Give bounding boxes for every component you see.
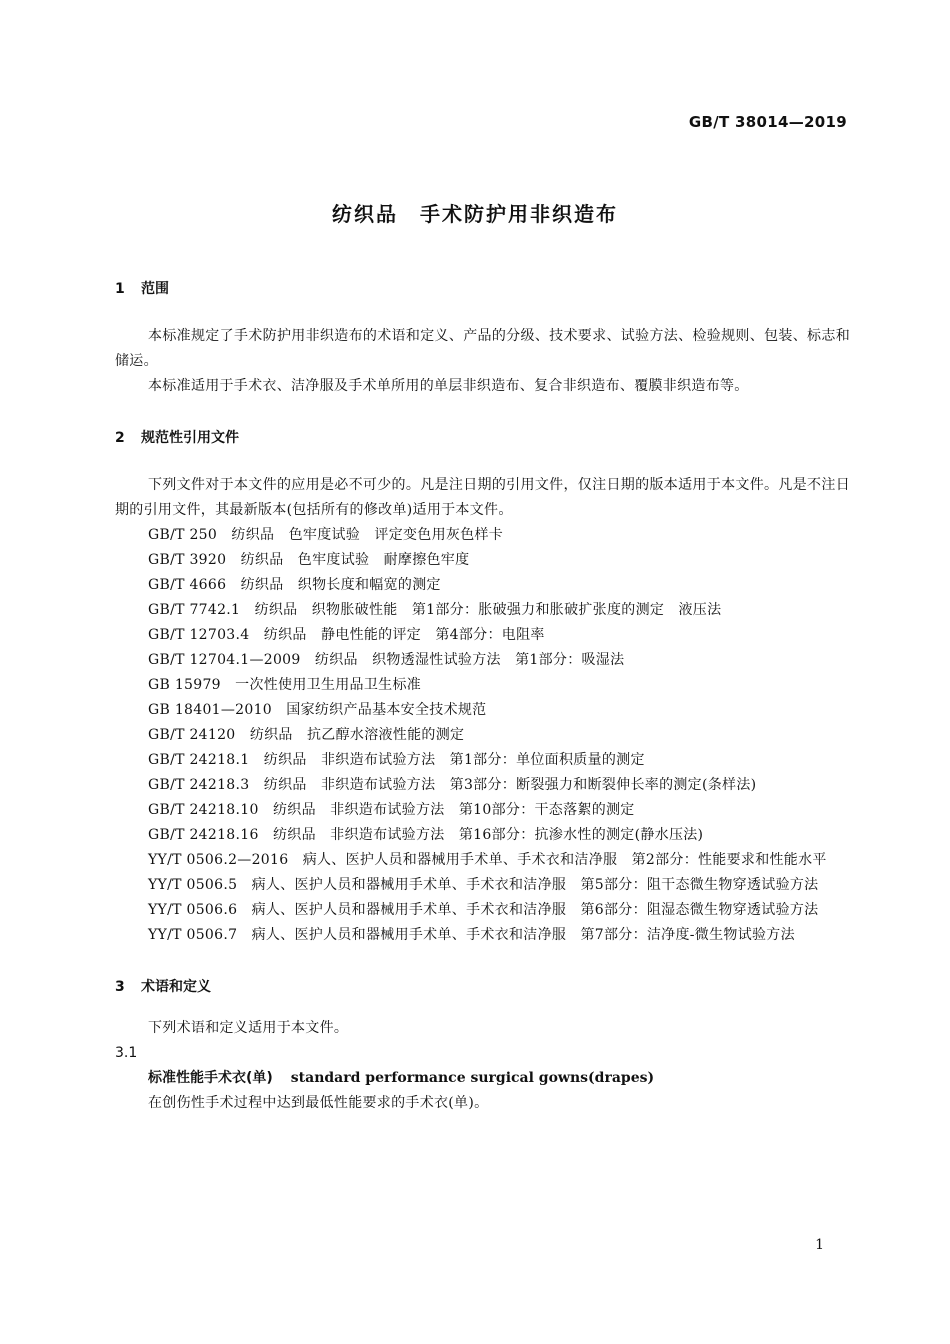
section-title: 范围	[141, 281, 169, 297]
paragraph: 下列文件对于本文件的应用是必不可少的。凡是注日期的引用文件，仅注日期的版本适用于本文件。凡是不注日期的引用文件，其最新版本(包括所有的修改单)适用于本文件。	[115, 477, 850, 518]
document-title: 纺织品 手术防护用非织造布	[332, 202, 618, 226]
term-definition: 在创伤性手术过程中达到最低性能要求的手术衣(单)。	[148, 1095, 489, 1111]
page-number: 1	[815, 1237, 824, 1253]
reference-item: GB 18401—2010 国家纺织产品基本安全技术规范	[148, 702, 487, 718]
reference-item: YY/T 0506.6 病人、医护人员和器械用手术单、手术衣和洁净服 第6部分：阻湿态微生物穿透试验方法	[148, 902, 819, 918]
reference-item: GB/T 3920 纺织品 色牢度试验 耐摩擦色牢度	[148, 552, 470, 568]
document-body	[115, 276, 850, 1116]
reference-item: GB/T 24218.1 纺织品 非织造布试验方法 第1部分：单位面积质量的测定	[148, 752, 645, 768]
section-title: 术语和定义	[141, 979, 211, 995]
reference-item: YY/T 0506.2—2016 病人、医护人员和器械用手术单、手术衣和洁净服 第2部分：性能要求和性能水平	[148, 852, 827, 868]
paragraph: 本标准适用于手术衣、洁净服及手术单所用的单层非织造布、复合非织造布、覆膜非织造布等。	[148, 378, 749, 394]
reference-item: GB 15979 一次性使用卫生用品卫生标准	[148, 677, 422, 693]
section-heading-scope	[115, 276, 850, 302]
reference-item: GB/T 250 纺织品 色牢度试验 评定变色用灰色样卡	[148, 527, 504, 543]
reference-item: GB/T 24218.10 纺织品 非织造布试验方法 第10部分：干态落絮的测定	[148, 802, 635, 818]
reference-item: GB/T 12704.1—2009 纺织品 织物透湿性试验方法 第1部分：吸湿法	[148, 652, 625, 668]
reference-item: GB/T 7742.1 纺织品 织物胀破性能 第1部分：胀破强力和胀破扩张度的测定 液压法	[148, 602, 722, 618]
standard-code: GB/T 38014—2019	[688, 113, 847, 131]
section-number: 1	[115, 281, 125, 297]
reference-item: GB/T 4666 纺织品 织物长度和幅宽的测定	[148, 577, 441, 593]
section-title: 规范性引用文件	[141, 430, 239, 446]
reference-item: YY/T 0506.5 病人、医护人员和器械用手术单、手术衣和洁净服 第5部分：阻干态微生物穿透试验方法	[148, 877, 819, 893]
section-number: 3	[115, 979, 125, 995]
section-number: 2	[115, 430, 125, 446]
term-number: 3.1	[115, 1045, 138, 1061]
term-chinese: 标准性能手术衣(单)	[148, 1070, 273, 1086]
reference-item: GB/T 24218.16 纺织品 非织造布试验方法 第16部分：抗渗水性的测定(静水压法)	[148, 827, 704, 843]
section-heading-normative-references	[115, 425, 850, 451]
reference-item: GB/T 24218.3 纺织品 非织造布试验方法 第3部分：断裂强力和断裂伸长率的测定(条样法)	[148, 777, 757, 793]
reference-item: GB/T 24120 纺织品 抗乙醇水溶液性能的测定	[148, 727, 465, 743]
section-heading-terms-definitions	[115, 974, 850, 1000]
term-english: standard performance surgical gowns(drapes)	[290, 1070, 655, 1086]
term-entry	[115, 1066, 850, 1091]
reference-item: YY/T 0506.7 病人、医护人员和器械用手术单、手术衣和洁净服 第7部分：洁净度-微生物试验方法	[148, 927, 795, 943]
paragraph: 下列术语和定义适用于本文件。	[148, 1020, 349, 1036]
reference-item: GB/T 12703.4 纺织品 静电性能的评定 第4部分：电阻率	[148, 627, 545, 643]
paragraph: 本标准规定了手术防护用非织造布的术语和定义、产品的分级、技术要求、试验方法、检验规则、包装、标志和储运。	[115, 328, 850, 369]
